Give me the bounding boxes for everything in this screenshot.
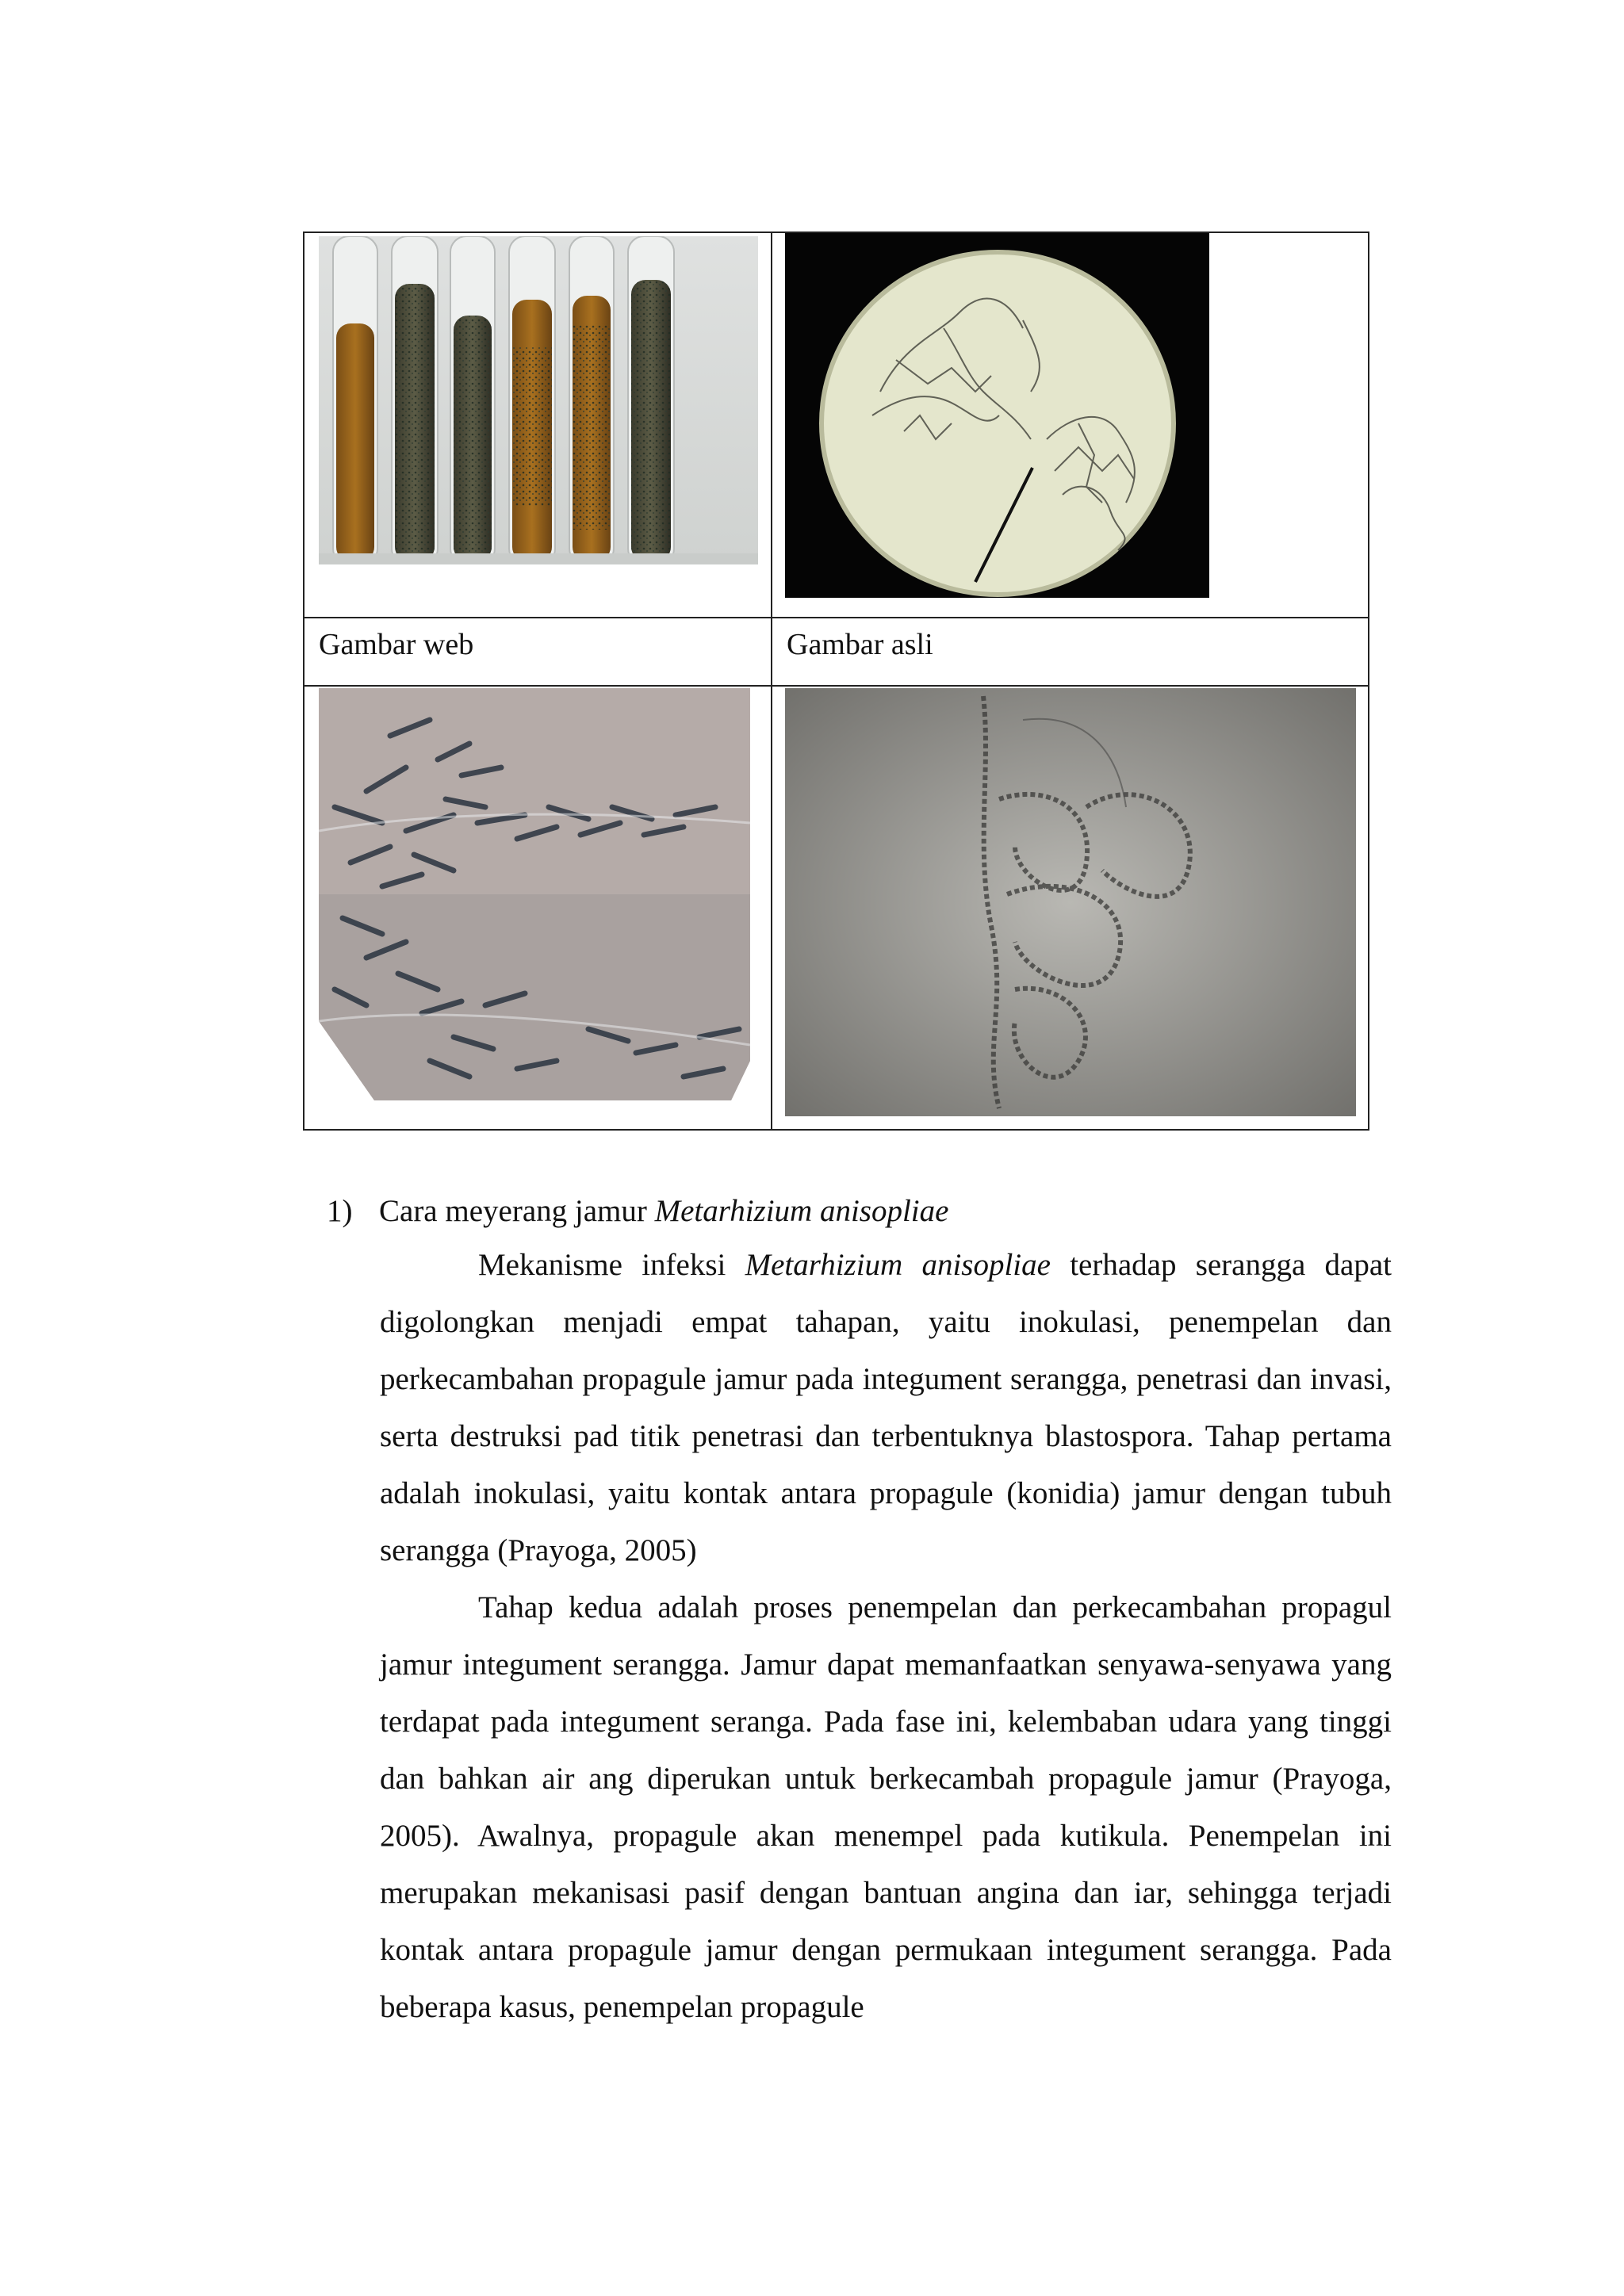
section-heading-prefix: Cara meyerang jamur — [379, 1194, 655, 1228]
micrograph-web-photo — [319, 688, 750, 1100]
microscope-view-photo — [785, 233, 1209, 598]
section-number: 1) — [327, 1194, 353, 1228]
test-tubes-photo — [319, 236, 758, 564]
table-row-divider-top — [304, 617, 1368, 618]
paragraph-2: Tahap kedua adalah proses penempelan dan perkecambahan propagul jamur integument serangga. Jamur dapat memanfaatkan senyawa-senyawa yang terdapat pada integument seranga. Pada fase ini, kelembaban udara yang tinggi dan bahkan air ang diperukan untuk berkecambah propagule jamur (Prayoga, 2005). Awalnya, propagule akan menempel pada kutikula. Penempelan ini merupakan mekanisasi pasif dengan bantuan angina dan iar, sehingga terjadi kontak antara propagule jamur dengan permukaan integument serangga. Pada beberapa kasus, penempelan propagule — [380, 1590, 1392, 2024]
section-heading-italic: Metarhizium anisopliae — [654, 1194, 949, 1228]
paragraph-1-rest: terhadap serangga dapat digolongkan menjadi empat tahapan, yaitu inokulasi, penempelan dan perkecambahan propagule jamur pada integument serangga, penetrasi dan invasi, serta destruksi pad titik penetrasi dan terbentuknya blastospora. Tahap pertama adalah inokulasi, yaitu kontak antara propagule (konidia) jamur dengan tubuh serangga (Prayoga, 2005) — [380, 1248, 1392, 1567]
table-column-divider — [771, 233, 772, 1129]
paragraph-1 — [380, 1237, 1392, 1579]
section-heading — [327, 1193, 948, 1229]
paragraph-1-italic: Metarhizium anisopliae — [745, 1248, 1051, 1282]
table-row-divider-bottom — [304, 685, 1368, 687]
micrograph-original-photo — [785, 688, 1356, 1116]
caption-right: Gambar asli — [787, 628, 933, 661]
paragraph-1-prefix: Mekanisme infeksi — [478, 1248, 745, 1282]
figure-table — [303, 232, 1369, 1131]
caption-left: Gambar web — [319, 628, 474, 661]
